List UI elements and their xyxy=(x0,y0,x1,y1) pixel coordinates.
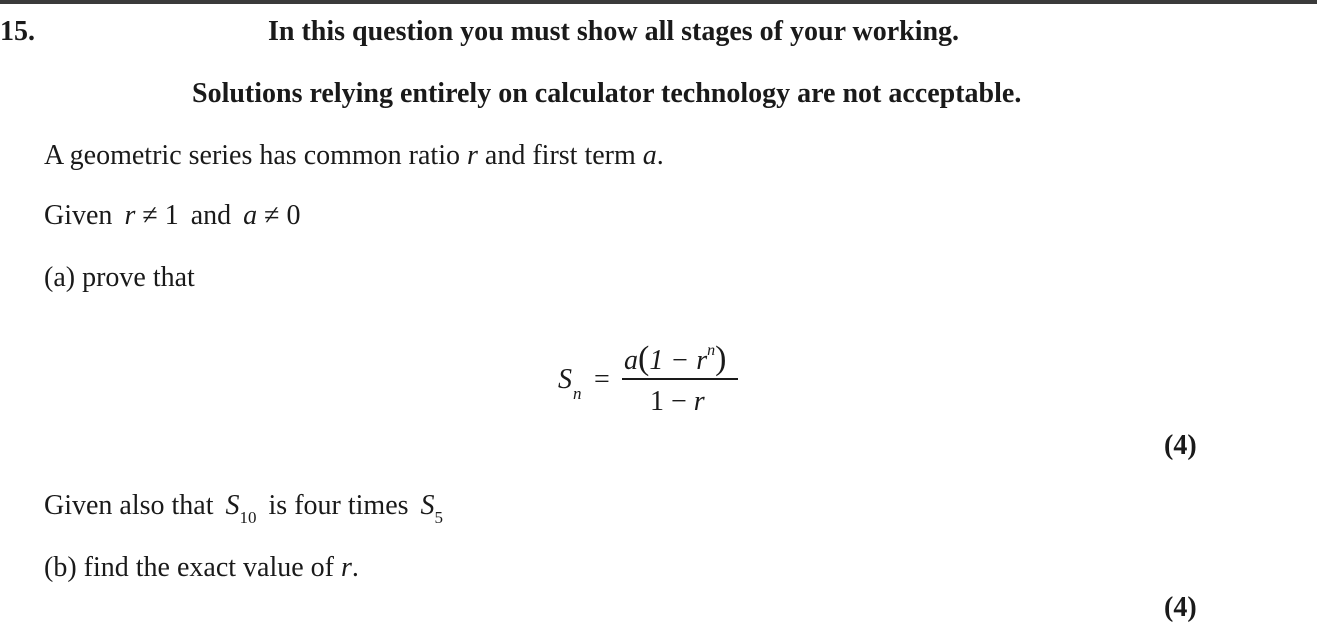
four-times-text: is four times xyxy=(268,490,409,521)
denominator-r: r xyxy=(693,386,705,417)
part-b-text-end: . xyxy=(351,552,359,583)
formula-numerator: $a(1 - r^n)$ xyxy=(624,340,727,377)
part-b-label: (b) xyxy=(44,552,77,583)
stem-line-given xyxy=(44,200,301,232)
stem-line-series xyxy=(44,140,664,172)
instruction-calculator: Solutions relying entirely on calculator technology are not acceptable. xyxy=(192,78,1022,109)
stem-text-mid: and first term xyxy=(477,140,643,171)
var-r: r xyxy=(124,200,136,231)
var-r: r xyxy=(467,140,478,171)
denominator-one: 1 − xyxy=(650,386,694,417)
s-five: S xyxy=(420,490,435,521)
s-ten-subscript: 10 xyxy=(239,508,257,527)
part-a-label: (a) xyxy=(44,262,76,293)
top-rule xyxy=(0,0,1317,4)
part-a-text: prove that xyxy=(82,262,195,293)
ne-zero: ≠ 0 xyxy=(257,200,301,231)
part-b-marks: (4) xyxy=(1164,592,1197,623)
s-five-subscript: 5 xyxy=(434,508,444,527)
part-a-marks: (4) xyxy=(1164,430,1197,461)
numerator-power: n xyxy=(707,342,716,359)
given-label: Given xyxy=(44,200,113,231)
part-b-text: find the exact value of xyxy=(83,552,341,583)
stem-text: A geometric series has common ratio xyxy=(44,140,467,171)
formula-lhs: S xyxy=(558,364,572,395)
given-also-text: Given also that xyxy=(44,490,214,521)
ne-one: ≠ 1 xyxy=(135,200,179,231)
formula-denominator xyxy=(650,386,705,418)
part-a-prompt xyxy=(44,262,195,294)
s-ten: S xyxy=(225,490,240,521)
formula-equals: = xyxy=(594,364,610,395)
sum-formula xyxy=(558,336,748,426)
part-b-given xyxy=(44,490,443,528)
formula-lhs-subscript: n xyxy=(573,384,582,403)
part-b-prompt xyxy=(44,552,359,584)
part-b-var-r: r xyxy=(341,552,352,583)
numerator-inner: 1 − r xyxy=(649,345,708,376)
instruction-show-working: In this question you must show all stages of your working. xyxy=(268,16,960,47)
and-word: and xyxy=(190,200,232,231)
stem-text-end: . xyxy=(656,140,664,171)
var-a: a xyxy=(642,140,657,171)
fraction-bar xyxy=(622,378,738,380)
numerator-a: a xyxy=(624,345,638,376)
question-number: 15. xyxy=(0,16,35,47)
var-a: a xyxy=(243,200,258,231)
